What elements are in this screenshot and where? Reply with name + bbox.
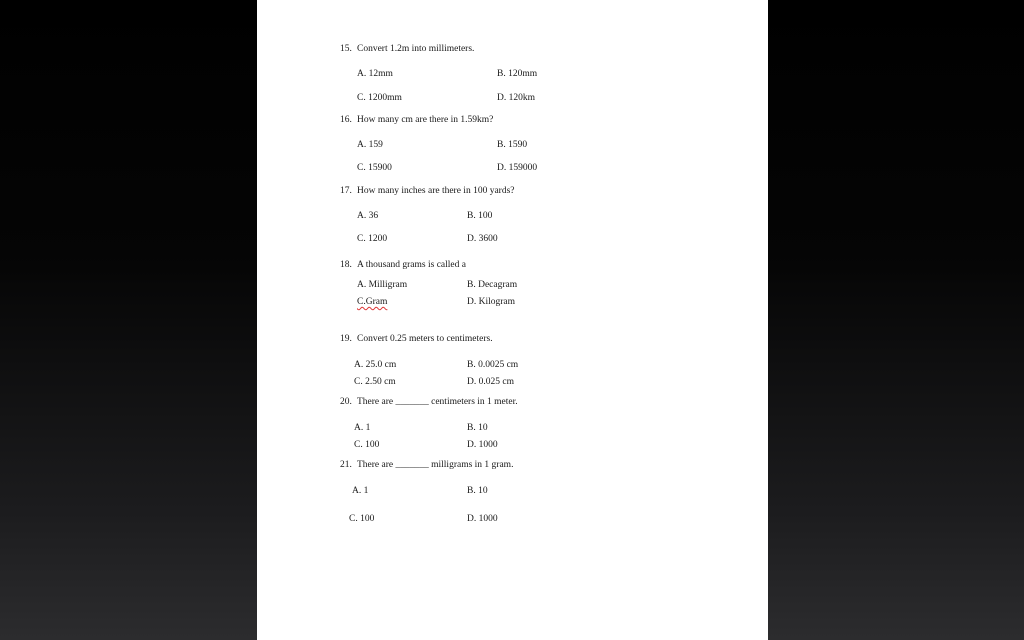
question-number: 19. <box>340 334 352 344</box>
option-20a: A. 1 <box>354 423 371 433</box>
option-15d: D. 120km <box>497 93 535 103</box>
option-20d: D. 1000 <box>467 440 498 450</box>
question-text: Convert 1.2m into millimeters. <box>357 44 475 54</box>
option-16a: A. 159 <box>357 140 383 150</box>
option-21b: B. 10 <box>467 486 488 496</box>
question-text: How many cm are there in 1.59km? <box>357 115 494 125</box>
option-17d: D. 3600 <box>467 234 498 244</box>
question-number: 17. <box>340 186 352 196</box>
option-17c: C. 1200 <box>357 234 388 244</box>
option-20b: B. 10 <box>467 423 488 433</box>
document-page <box>257 0 768 640</box>
question-text: How many inches are there in 100 yards? <box>357 186 515 196</box>
option-19d: D. 0.025 cm <box>467 377 514 387</box>
question-text: There are _______ milligrams in 1 gram. <box>357 460 514 470</box>
option-19c: C. 2.50 cm <box>354 377 396 387</box>
option-21a: A. 1 <box>352 486 369 496</box>
option-18a: A. Milligram <box>357 280 408 290</box>
option-18c: C.Gram <box>357 297 388 307</box>
option-16d: D. 159000 <box>497 163 538 173</box>
question-number: 20. <box>340 397 352 407</box>
question-text: Convert 0.25 meters to centimeters. <box>357 334 493 344</box>
option-15a: A. 12mm <box>357 69 393 79</box>
question-number: 18. <box>340 260 352 270</box>
option-19a: A. 25.0 cm <box>354 360 397 370</box>
option-19b: B. 0.0025 cm <box>467 360 519 370</box>
question-text: A thousand grams is called a <box>357 260 466 270</box>
option-15b: B. 120mm <box>497 69 538 79</box>
option-20c: C. 100 <box>354 440 380 450</box>
question-number: 16. <box>340 115 352 125</box>
option-17a: A. 36 <box>357 211 379 221</box>
option-21d: D. 1000 <box>467 514 498 524</box>
option-18b: B. Decagram <box>467 280 518 290</box>
option-17b: B. 100 <box>467 211 493 221</box>
option-16c: C. 15900 <box>357 163 392 173</box>
question-number: 21. <box>340 460 352 470</box>
option-21c: C. 100 <box>349 514 375 524</box>
option-16b: B. 1590 <box>497 140 528 150</box>
question-text: There are _______ centimeters in 1 meter. <box>357 397 518 407</box>
option-15c: C. 1200mm <box>357 93 402 103</box>
option-18d: D. Kilogram <box>467 297 516 307</box>
question-number: 15. <box>340 44 352 54</box>
